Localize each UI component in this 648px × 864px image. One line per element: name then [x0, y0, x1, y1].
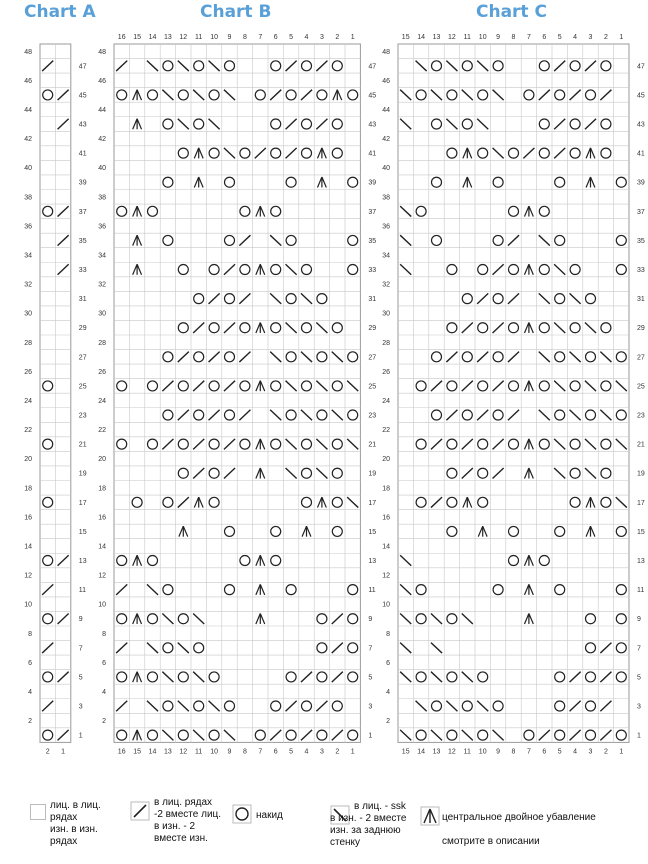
row-number: 25	[637, 383, 645, 391]
row-number: 22	[382, 427, 390, 435]
row-number: 5	[368, 674, 373, 682]
row-number: 42	[382, 136, 390, 144]
row-number: 40	[382, 165, 390, 173]
column-number: 4	[304, 34, 309, 41]
column-number: 12	[448, 34, 456, 41]
row-number: 48	[24, 48, 32, 56]
row-number: 44	[382, 106, 390, 114]
column-number: 10	[478, 34, 487, 41]
chart-a-title: Chart A	[24, 2, 96, 22]
row-number: 21	[78, 441, 87, 449]
row-number: 21	[637, 441, 645, 449]
column-number: 2	[603, 748, 608, 756]
row-number: 48	[382, 48, 390, 56]
column-number: 8	[242, 748, 247, 756]
row-number: 20	[98, 456, 106, 464]
column-number: 2	[45, 748, 50, 756]
row-number: 36	[24, 223, 32, 231]
row-number: 3	[637, 703, 641, 711]
row-number: 41	[637, 150, 645, 158]
column-number: 2	[603, 34, 608, 41]
row-number: 4	[102, 688, 106, 696]
column-number: 7	[526, 34, 531, 41]
row-number: 15	[78, 528, 87, 536]
chart-b-title: Chart B	[200, 2, 272, 22]
row-number: 2	[28, 718, 32, 726]
row-number: 30	[98, 310, 106, 318]
row-number: 39	[368, 179, 377, 187]
legend-k2tog-text: в лиц. рядах -2 вместе лиц. в изн. - 2 вместе изн.	[154, 797, 222, 844]
row-number: 24	[382, 397, 390, 405]
column-number: 14	[417, 34, 425, 41]
row-number: 3	[78, 703, 83, 711]
row-number: 41	[368, 150, 377, 158]
row-number: 25	[78, 383, 87, 391]
row-number: 6	[28, 659, 32, 667]
row-number: 31	[78, 296, 87, 304]
yo-icon	[232, 804, 252, 824]
column-number: 11	[195, 34, 203, 41]
row-number: 13	[637, 558, 645, 566]
column-number: 6	[273, 748, 278, 756]
row-number: 29	[637, 325, 645, 333]
row-number: 23	[78, 412, 87, 420]
row-number: 20	[24, 456, 32, 464]
row-number: 21	[368, 441, 377, 449]
row-number: 35	[368, 237, 377, 245]
row-number: 16	[98, 514, 106, 522]
column-number: 14	[148, 34, 157, 41]
row-number: 22	[98, 427, 106, 435]
row-number: 18	[24, 485, 32, 493]
column-number: 3	[588, 748, 593, 756]
legend-knit-text: лиц. в лиц. рядах изн. в изн. рядах	[50, 800, 101, 847]
column-number: 15	[133, 748, 141, 756]
row-number: 26	[24, 368, 32, 376]
row-number: 12	[382, 572, 390, 580]
row-number: 17	[368, 499, 377, 507]
column-number: 11	[463, 748, 471, 756]
row-number: 20	[382, 456, 390, 464]
row-number: 7	[637, 645, 641, 653]
column-number: 3	[319, 748, 324, 756]
row-number: 30	[382, 310, 390, 318]
column-number: 2	[335, 34, 340, 41]
row-number: 47	[78, 63, 87, 71]
row-number: 24	[24, 397, 32, 405]
row-number: 32	[382, 281, 390, 289]
row-number: 45	[637, 92, 645, 100]
row-number: 5	[637, 674, 641, 682]
row-number: 44	[98, 106, 106, 114]
column-number: 8	[242, 34, 247, 41]
row-number: 14	[382, 543, 390, 551]
row-number: 37	[78, 208, 87, 216]
row-number: 35	[637, 237, 645, 245]
row-number: 31	[368, 296, 377, 304]
row-number: 15	[637, 528, 645, 536]
row-number: 35	[78, 237, 87, 245]
row-number: 31	[637, 296, 645, 304]
column-number: 4	[573, 748, 578, 756]
column-number: 4	[304, 748, 309, 756]
column-number: 8	[511, 748, 516, 756]
row-number: 11	[78, 587, 87, 595]
row-number: 19	[637, 470, 645, 478]
column-number: 1	[619, 34, 624, 41]
column-number: 7	[526, 748, 531, 756]
row-number: 7	[78, 645, 83, 653]
row-number: 46	[98, 77, 106, 85]
row-number: 23	[368, 412, 377, 420]
row-number: 25	[368, 383, 377, 391]
row-number: 27	[78, 354, 87, 362]
column-number: 6	[542, 34, 547, 41]
row-number: 5	[78, 674, 83, 682]
row-number: 2	[102, 718, 106, 726]
row-number: 27	[368, 354, 377, 362]
row-number: 1	[368, 732, 373, 740]
row-number: 28	[24, 339, 32, 347]
row-number: 1	[637, 732, 641, 740]
row-number: 1	[78, 732, 83, 740]
row-number: 24	[98, 397, 106, 405]
row-number: 13	[78, 558, 87, 566]
row-number: 6	[102, 659, 106, 667]
column-number: 1	[61, 748, 66, 756]
column-number: 9	[227, 748, 232, 756]
row-number: 8	[102, 630, 106, 638]
column-number: 1	[619, 748, 624, 756]
row-number: 47	[368, 63, 377, 71]
row-number: 18	[98, 485, 106, 493]
row-number: 46	[24, 77, 32, 85]
column-number: 5	[289, 748, 294, 756]
row-number: 16	[382, 514, 390, 522]
row-number: 23	[637, 412, 645, 420]
row-number: 22	[24, 427, 32, 435]
row-number: 19	[78, 470, 87, 478]
row-number: 29	[78, 325, 87, 333]
row-number: 40	[24, 165, 32, 173]
column-number: 16	[117, 748, 126, 756]
row-number: 30	[24, 310, 32, 318]
column-number: 3	[588, 34, 593, 41]
column-number: 10	[478, 748, 487, 756]
column-number: 12	[179, 34, 188, 41]
column-number: 6	[542, 748, 547, 756]
row-number: 4	[28, 688, 32, 696]
row-number: 19	[368, 470, 377, 478]
column-number: 12	[179, 748, 188, 756]
row-number: 10	[98, 601, 106, 609]
cdd-icon	[420, 806, 440, 826]
column-number: 9	[496, 34, 501, 41]
row-number: 4	[386, 688, 390, 696]
row-number: 41	[78, 150, 87, 158]
legend-cdd-text: центральное двойное убавление смотрите в описании	[442, 812, 596, 847]
row-number: 26	[98, 368, 106, 376]
column-number: 6	[273, 34, 278, 41]
row-number: 7	[368, 645, 373, 653]
column-number: 7	[258, 748, 263, 756]
row-number: 33	[368, 267, 377, 275]
row-number: 42	[24, 136, 32, 144]
row-number: 14	[24, 543, 32, 551]
row-number: 43	[78, 121, 87, 129]
column-number: 15	[401, 748, 410, 756]
row-number: 8	[386, 630, 390, 638]
row-number: 2	[386, 718, 390, 726]
column-number: 14	[417, 748, 425, 756]
column-number: 11	[463, 34, 471, 41]
row-number: 18	[382, 485, 390, 493]
column-number: 13	[164, 748, 172, 756]
column-number: 5	[557, 34, 562, 41]
row-number: 10	[24, 601, 32, 609]
column-number: 1	[350, 748, 355, 756]
column-number: 16	[117, 34, 126, 41]
row-number: 12	[24, 572, 32, 580]
row-number: 28	[98, 339, 106, 347]
row-number: 48	[98, 48, 106, 56]
row-number: 38	[24, 194, 32, 202]
row-number: 40	[98, 165, 106, 173]
column-number: 3	[319, 34, 324, 41]
column-number: 9	[496, 748, 501, 756]
row-number: 39	[637, 179, 645, 187]
legend-yo-text: накид	[256, 810, 283, 821]
column-number: 10	[210, 34, 218, 41]
column-number: 13	[432, 34, 441, 41]
row-number: 13	[368, 558, 377, 566]
row-number: 11	[637, 587, 645, 595]
row-number: 42	[98, 136, 106, 144]
column-number: 10	[210, 748, 218, 756]
row-number: 33	[637, 267, 645, 275]
row-number: 45	[78, 92, 87, 100]
row-number: 36	[98, 223, 106, 231]
row-number: 8	[28, 630, 32, 638]
row-number: 17	[637, 499, 645, 507]
column-number: 14	[148, 748, 157, 756]
row-number: 37	[368, 208, 377, 216]
row-number: 32	[98, 281, 106, 289]
row-number: 28	[382, 339, 390, 347]
row-number: 11	[368, 587, 376, 595]
row-number: 29	[368, 325, 377, 333]
column-number: 5	[557, 748, 562, 756]
row-number: 45	[368, 92, 377, 100]
row-number: 33	[78, 267, 87, 275]
row-number: 9	[637, 616, 641, 624]
row-number: 9	[368, 616, 373, 624]
row-number: 44	[24, 106, 32, 114]
chart-c-title: Chart C	[476, 2, 547, 22]
column-number: 15	[133, 34, 141, 41]
legend-ssk-text: в лиц. - ssk в изн. - 2 вместе изн. за заднюю стенку	[330, 801, 407, 848]
column-number: 8	[511, 34, 516, 41]
column-number: 12	[448, 748, 456, 756]
column-number: 11	[195, 748, 203, 756]
column-number: 1	[350, 34, 355, 41]
row-number: 17	[78, 499, 87, 507]
row-number: 14	[98, 543, 106, 551]
knit-symbol-box	[30, 804, 46, 820]
row-number: 3	[368, 703, 373, 711]
column-number: 15	[401, 34, 410, 41]
row-number: 34	[382, 252, 390, 260]
column-number: 13	[432, 748, 441, 756]
row-number: 10	[382, 601, 390, 609]
row-number: 38	[382, 194, 390, 202]
row-number: 15	[368, 528, 377, 536]
column-number: 9	[227, 34, 232, 41]
row-number: 34	[24, 252, 32, 260]
row-number: 38	[98, 194, 106, 202]
row-number: 46	[382, 77, 390, 85]
column-number: 5	[289, 34, 294, 41]
row-number: 27	[637, 354, 645, 362]
column-number: 13	[164, 34, 172, 41]
k2tog-icon	[130, 801, 150, 821]
column-number: 2	[335, 748, 340, 756]
row-number: 26	[382, 368, 390, 376]
row-number: 37	[637, 208, 645, 216]
row-number: 36	[382, 223, 390, 231]
row-number: 16	[24, 514, 32, 522]
row-number: 32	[24, 281, 32, 289]
row-number: 43	[637, 121, 645, 129]
row-number: 9	[78, 616, 83, 624]
row-number: 47	[637, 63, 645, 71]
row-number: 43	[368, 121, 377, 129]
row-number: 12	[98, 572, 106, 580]
row-number: 39	[78, 179, 87, 187]
column-number: 7	[258, 34, 263, 41]
row-number: 34	[98, 252, 106, 260]
row-number: 6	[386, 659, 390, 667]
column-number: 4	[573, 34, 578, 41]
